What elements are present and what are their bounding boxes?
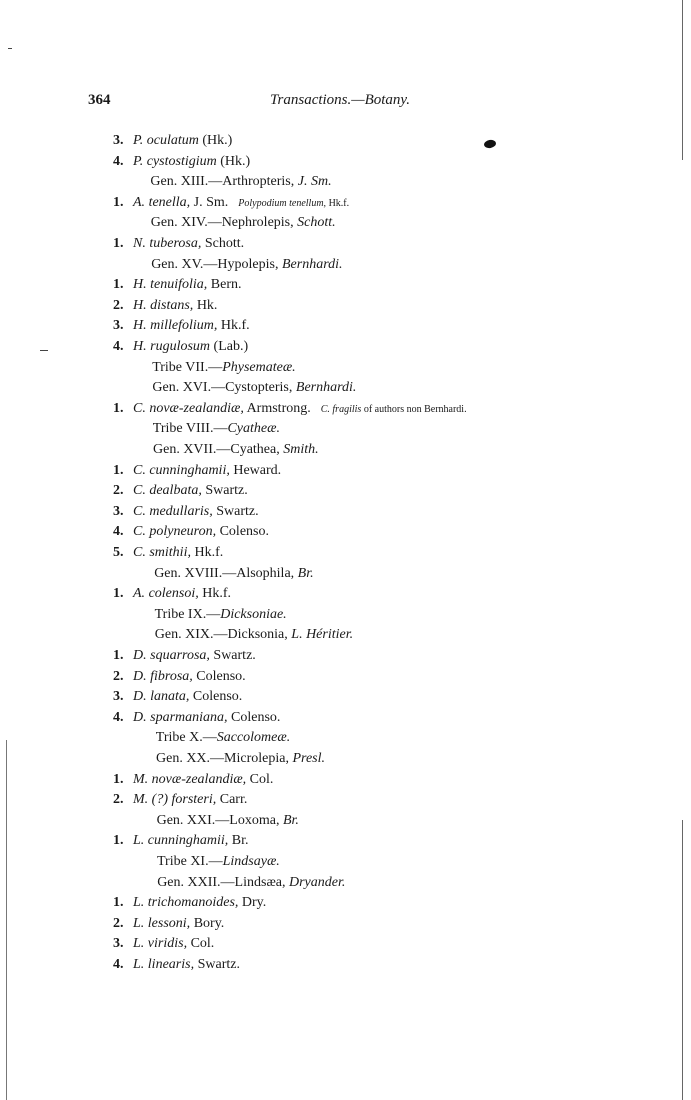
species-authority: (Hk.) (216, 153, 251, 169)
species-epithet: polyneuron, (149, 524, 217, 540)
species-number: 2. (113, 297, 124, 313)
species-entry (113, 771, 273, 789)
species-entry (113, 523, 269, 541)
page-edge-right-top (682, 0, 683, 160)
species-entry (113, 585, 231, 603)
genus-abbrev: C. (133, 400, 146, 416)
species-epithet: millefolium, (150, 318, 218, 334)
species-number: 1. (113, 648, 124, 663)
species-authority: (Hk.) (198, 133, 233, 148)
genus-abbrev: C. (133, 462, 146, 478)
species-epithet: tenuifolia, (150, 277, 208, 293)
genus-abbrev: N. (133, 236, 146, 251)
genus-abbrev: A. (133, 586, 146, 602)
species-epithet: viridis, (147, 936, 188, 952)
species-epithet: novæ-zealandiæ, (151, 771, 247, 787)
synonym-note (238, 198, 349, 209)
species-entry (113, 462, 281, 480)
species-entry (113, 235, 244, 253)
genus-authority: Br. (297, 565, 314, 581)
species-number: 4. (113, 524, 124, 540)
genus-abbrev: H. (133, 297, 147, 313)
species-number: 4. (113, 957, 124, 972)
genus-heading (157, 874, 345, 892)
species-number: 1. (113, 771, 124, 787)
species-entry (113, 194, 349, 213)
species-entry (113, 297, 217, 315)
genus-abbrev: L. (133, 833, 145, 849)
genus-title: Gen. XVI.—Cystopteris, (152, 380, 296, 396)
species-entry (113, 503, 259, 521)
species-number: 1. (113, 462, 124, 478)
species-number: 3. (113, 318, 124, 334)
species-authority: Schott. (201, 236, 245, 251)
species-authority: Swartz. (212, 503, 259, 519)
species-epithet: cunninghamii, (147, 833, 229, 849)
species-epithet: fibrosa, (150, 668, 193, 684)
species-authority: Colenso. (192, 668, 246, 684)
margin-mark (8, 48, 12, 49)
species-epithet: squarrosa, (150, 648, 210, 663)
tribe-name: Lindsayæ. (222, 854, 280, 869)
species-entry (113, 791, 247, 809)
species-number: 3. (113, 133, 124, 148)
genus-abbrev: P. (133, 133, 144, 148)
synonym-note (321, 404, 467, 415)
page-edge-right-bottom (682, 820, 683, 1100)
species-authority: Bern. (207, 277, 242, 293)
genus-authority: Bernhardi. (295, 380, 357, 396)
species-number: 2. (113, 483, 124, 499)
genus-abbrev: C. (133, 524, 146, 540)
genus-authority: Bernhardi. (281, 256, 343, 272)
tribe-name: Dicksoniae. (220, 606, 287, 622)
species-authority: Swartz. (209, 648, 256, 663)
species-entry (113, 894, 266, 912)
genus-heading (154, 565, 313, 583)
species-number: 1. (113, 895, 124, 911)
genus-heading (157, 812, 299, 830)
species-number: 4. (113, 153, 124, 169)
synonym-name: C. fragilis (320, 403, 362, 415)
tribe-name: Saccolomeæ. (216, 730, 291, 746)
ink-blot (483, 139, 496, 149)
species-number: 4. (113, 709, 124, 725)
genus-abbrev: D. (133, 709, 147, 725)
species-authority: Hk.f. (190, 545, 224, 560)
page-edge-left-bottom (6, 740, 7, 1100)
species-epithet: cunninghamii, (149, 462, 230, 478)
species-entry (113, 688, 242, 706)
genus-authority: Dryander. (289, 874, 346, 890)
species-number: 1. (113, 277, 124, 293)
species-authority: Hk.f. (198, 586, 231, 602)
species-entry (113, 647, 256, 665)
species-authority: Dry. (238, 895, 267, 911)
species-number: 1. (113, 586, 124, 602)
genus-title: Gen. XXII.—Lindsæa, (157, 874, 289, 890)
genus-abbrev: C. (133, 483, 146, 499)
species-authority: Col. (187, 936, 215, 952)
species-epithet: lanata, (150, 689, 190, 705)
genus-authority: J. Sm. (297, 174, 332, 190)
species-number: 1. (113, 236, 124, 251)
genus-abbrev: H. (133, 318, 147, 334)
species-number: 1. (113, 400, 124, 416)
genus-title: Gen. XIII.—Arthropteris, (150, 174, 298, 190)
species-number: 5. (113, 545, 124, 560)
species-epithet: distans, (150, 297, 194, 313)
species-authority: Col. (246, 771, 274, 787)
species-epithet: linearis, (147, 957, 195, 972)
species-epithet: rugulosum (150, 339, 211, 354)
genus-abbrev: D. (133, 648, 147, 663)
species-number: 4. (113, 339, 124, 354)
genus-abbrev: L. (133, 895, 145, 911)
tribe-title: Tribe VIII.— (152, 421, 228, 437)
genus-abbrev: L. (133, 957, 145, 972)
genus-authority: Smith. (283, 442, 319, 457)
species-entry (113, 400, 467, 419)
species-number: 3. (113, 936, 124, 952)
genus-abbrev: C. (133, 545, 146, 560)
species-epithet: (?) forsteri, (151, 792, 217, 808)
running-head: Transactions.—Botany. (270, 92, 411, 108)
species-authority: Heward. (229, 462, 282, 478)
species-entry (113, 915, 224, 933)
genus-title: Gen. XIV.—Nephrolepis, (150, 215, 298, 231)
tribe-title: Tribe IX.— (154, 606, 221, 622)
species-authority: Swartz. (194, 957, 240, 972)
synonym-source: of authors non Bernhardi. (361, 403, 467, 415)
synonym-source: Hk.f. (326, 197, 350, 209)
species-authority: Swartz. (201, 483, 248, 499)
species-epithet: dealbata, (149, 483, 202, 499)
species-epithet: cystostigium (146, 153, 217, 169)
genus-heading (156, 750, 325, 768)
genus-title: Gen. XVIII.—Alsophila, (154, 565, 298, 581)
genus-title: Gen. XX.—Microlepia, (156, 751, 293, 766)
genus-abbrev: L. (133, 915, 145, 931)
tribe-title: Tribe X.— (155, 730, 217, 746)
genus-abbrev: H. (133, 339, 147, 354)
species-authority: Armstrong. (243, 400, 311, 416)
species-entry (113, 935, 214, 953)
genus-title: Gen. XVII.—Cyathea, (153, 442, 284, 457)
genus-heading (152, 379, 356, 397)
species-entry (113, 153, 250, 171)
species-authority: Colenso. (216, 524, 269, 540)
genus-abbrev: C. (133, 503, 146, 519)
species-authority: Carr. (216, 792, 248, 808)
page-header (88, 92, 428, 114)
genus-abbrev: D. (133, 689, 147, 705)
species-number: 2. (113, 668, 124, 684)
genus-authority: Br. (282, 812, 299, 828)
species-entry (113, 338, 248, 356)
species-epithet: tuberosa, (149, 236, 202, 251)
tribe-heading (156, 729, 290, 747)
species-epithet: medullaris, (149, 503, 213, 519)
synonym-name: Polypodium tenellum, (238, 197, 327, 209)
species-authority: Colenso. (227, 709, 281, 725)
species-authority: Hk. (193, 297, 218, 313)
genus-abbrev: M. (133, 771, 149, 787)
species-entry (113, 132, 232, 150)
genus-abbrev: P. (133, 153, 144, 169)
genus-authority: Schott. (297, 215, 336, 231)
genus-title: Gen. XIX.—Dicksonia, (154, 627, 292, 643)
species-epithet: smithii, (149, 545, 191, 560)
genus-abbrev: D. (133, 668, 147, 684)
genus-abbrev: M. (133, 792, 149, 808)
genus-title: Gen. XV.—Hypolepis, (151, 256, 282, 272)
species-entry (113, 668, 246, 686)
species-authority: Colenso. (189, 689, 243, 705)
species-number: 3. (113, 503, 124, 519)
species-authority: (Lab.) (210, 339, 249, 354)
tribe-title: Tribe VII.— (152, 359, 223, 375)
species-entry (113, 956, 240, 974)
species-epithet: trichomanoides, (147, 895, 239, 911)
species-entry (113, 544, 223, 562)
genus-heading (151, 256, 342, 274)
species-authority: Bory. (190, 915, 225, 931)
genus-heading (150, 173, 331, 191)
species-authority: Hk.f. (217, 318, 250, 334)
species-epithet: lessoni, (147, 915, 191, 931)
genus-abbrev: H. (133, 277, 147, 293)
genus-abbrev: L. (133, 936, 145, 952)
species-number: 1. (113, 194, 124, 210)
species-number: 2. (113, 792, 124, 808)
tribe-heading (155, 606, 287, 624)
tribe-name: Cyatheæ. (227, 421, 280, 437)
genus-title: Gen. XXI.—Loxoma, (156, 812, 283, 828)
genus-heading (155, 626, 353, 644)
species-entry (113, 276, 242, 294)
species-entry (113, 482, 248, 500)
species-epithet: tenella, (148, 194, 191, 210)
species-number: 3. (113, 689, 124, 705)
margin-mark (40, 350, 48, 351)
tribe-heading (152, 359, 296, 377)
tribe-name: Physemateæ. (222, 359, 296, 375)
species-entry (113, 832, 249, 850)
species-entry (113, 317, 250, 335)
tribe-heading (157, 853, 280, 871)
species-epithet: sparmaniana, (150, 709, 228, 725)
genus-authority: Presl. (292, 751, 326, 766)
species-entry (113, 709, 280, 727)
page-number: 364 (88, 92, 111, 108)
genus-heading (151, 214, 336, 232)
species-authority: J. Sm. (190, 194, 229, 210)
genus-abbrev: A. (133, 194, 146, 210)
genus-authority: L. Héritier. (291, 627, 354, 643)
species-epithet: novæ-zealandiæ, (149, 400, 244, 416)
genus-heading (153, 441, 319, 459)
tribe-title: Tribe XI.— (157, 854, 223, 869)
tribe-heading (153, 420, 280, 438)
species-number: 1. (113, 833, 124, 849)
species-authority: Br. (228, 833, 249, 849)
species-epithet: oculatum (146, 133, 199, 148)
species-number: 2. (113, 915, 124, 931)
species-epithet: colensoi, (148, 586, 199, 602)
